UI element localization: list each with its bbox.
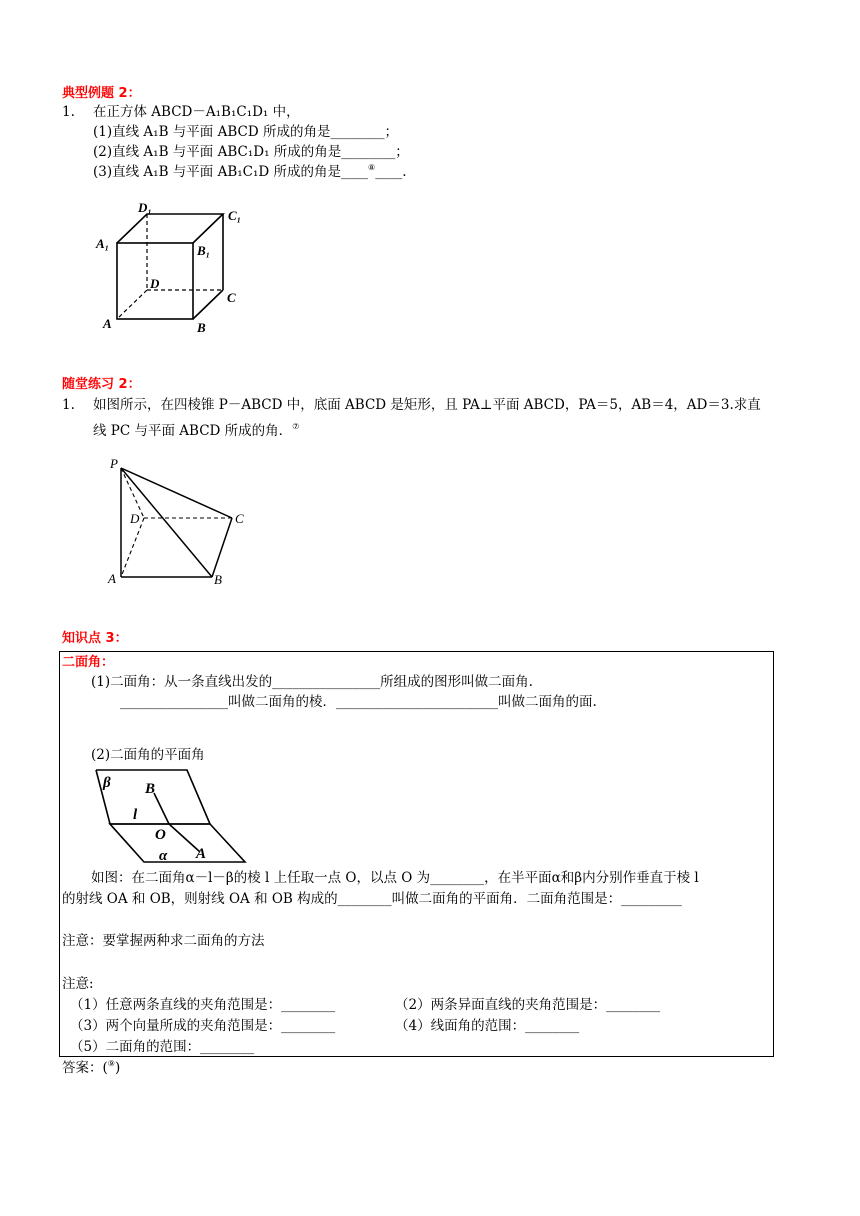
label-D: D [130, 511, 140, 526]
label-A1: A₁ [96, 236, 110, 251]
ray-OB [154, 793, 169, 824]
label-C: C [235, 511, 244, 526]
answer-line: 答案：(⑨) [62, 1059, 121, 1076]
footnote-mark: ⑧ [368, 163, 376, 172]
range-item-2: （2）两条异面直线的夹角范围是：________ [395, 997, 661, 1013]
range-item-5: （5）二面角的范围：________ [70, 1039, 255, 1055]
label-l: l [133, 807, 138, 823]
label-B: B [197, 320, 206, 335]
label-A: A [196, 846, 207, 862]
definition-2-title: (2)二面角的平面角 [91, 747, 205, 763]
edge-BC [212, 518, 232, 577]
figure-description-line-1: 如图：在二面角α－l－β的棱 l 上任取一点 O，以点 O 为________，在半平面α和β内分别作垂直于棱 l [91, 870, 699, 886]
label-B: B [214, 572, 222, 587]
range-item-1: （1）任意两条直线的夹角范围是：________ [70, 997, 336, 1013]
section-title-example-2: 典型例题 2： [62, 86, 141, 101]
cube-figure [90, 196, 260, 341]
cube-top-edges [117, 214, 223, 243]
label-A: A [108, 571, 116, 586]
definition-1-line-2: ________________叫做二面角的棱．________________________叫做二面角的面. [120, 694, 597, 710]
range-item-3: （3）两个向量所成的夹角范围是：________ [70, 1018, 336, 1034]
footnote-mark: ⑦ [292, 422, 300, 431]
label-alpha: α [159, 848, 168, 864]
question-number: 1. [62, 104, 75, 120]
label-D: D [150, 276, 160, 291]
question-item-2: (2)直线 A₁B 与平面 ABC₁D₁ 所成的角是________； [93, 144, 409, 160]
practice-question-line-2: 线 PC 与平面 ABCD 所成的角．⑦ [93, 422, 300, 439]
label-C1: C₁ [228, 208, 242, 223]
footnote-mark: ⑨ [107, 1059, 115, 1068]
label-D1: D₁ [138, 200, 152, 215]
half-plane-beta [96, 770, 210, 824]
definition-1-line-1: (1)二面角：从一条直线出发的________________所组成的图形叫做二面角. [91, 674, 533, 690]
label-beta: β [103, 775, 111, 791]
section-title-knowledge-3: 知识点 3： [62, 631, 128, 646]
question-text: 在正方体 ABCD－A₁B₁C₁D₁ 中， [93, 104, 300, 120]
question-item-1: (1)直线 A₁B 与平面 ABCD 所成的角是________； [93, 124, 398, 140]
cube-bottom-right-edge [193, 290, 223, 319]
label-C: C [227, 290, 236, 305]
label-O: O [155, 827, 166, 843]
box-title-dihedral-angle: 二面角： [62, 655, 115, 670]
cube-hidden-left [117, 290, 147, 319]
label-B1: B₁ [197, 243, 211, 258]
edge-DA-hidden [121, 518, 144, 577]
label-B: B [145, 781, 156, 797]
section-title-practice-2: 随堂练习 2： [62, 377, 141, 392]
question-item-3: (3)直线 A₁B 与平面 AB₁C₁D 所成的角是____⑧____. [93, 163, 407, 180]
figure-description-line-2: 的射线 OA 和 OB，则射线 OA 和 OB 构成的________叫做二面角的平面角．二面角范围是：_________ [62, 891, 682, 907]
practice-question-number: 1. [62, 397, 75, 413]
label-A: A [103, 316, 112, 331]
label-P: P [110, 456, 118, 471]
note-methods: 注意：要掌握两种求二面角的方法 [62, 933, 265, 949]
note-label: 注意: [62, 976, 94, 992]
pyramid-figure [100, 454, 260, 589]
dihedral-angle-figure [90, 765, 260, 870]
half-plane-alpha [110, 824, 245, 862]
range-item-4: （4）线面角的范围：________ [395, 1018, 580, 1034]
practice-question-line-1: 如图所示，在四棱锥 P－ABCD 中，底面 ABCD 是矩形，且 PA⊥平面 ABCD，PA＝5，AB＝4，AD＝3.求直 [93, 397, 761, 413]
